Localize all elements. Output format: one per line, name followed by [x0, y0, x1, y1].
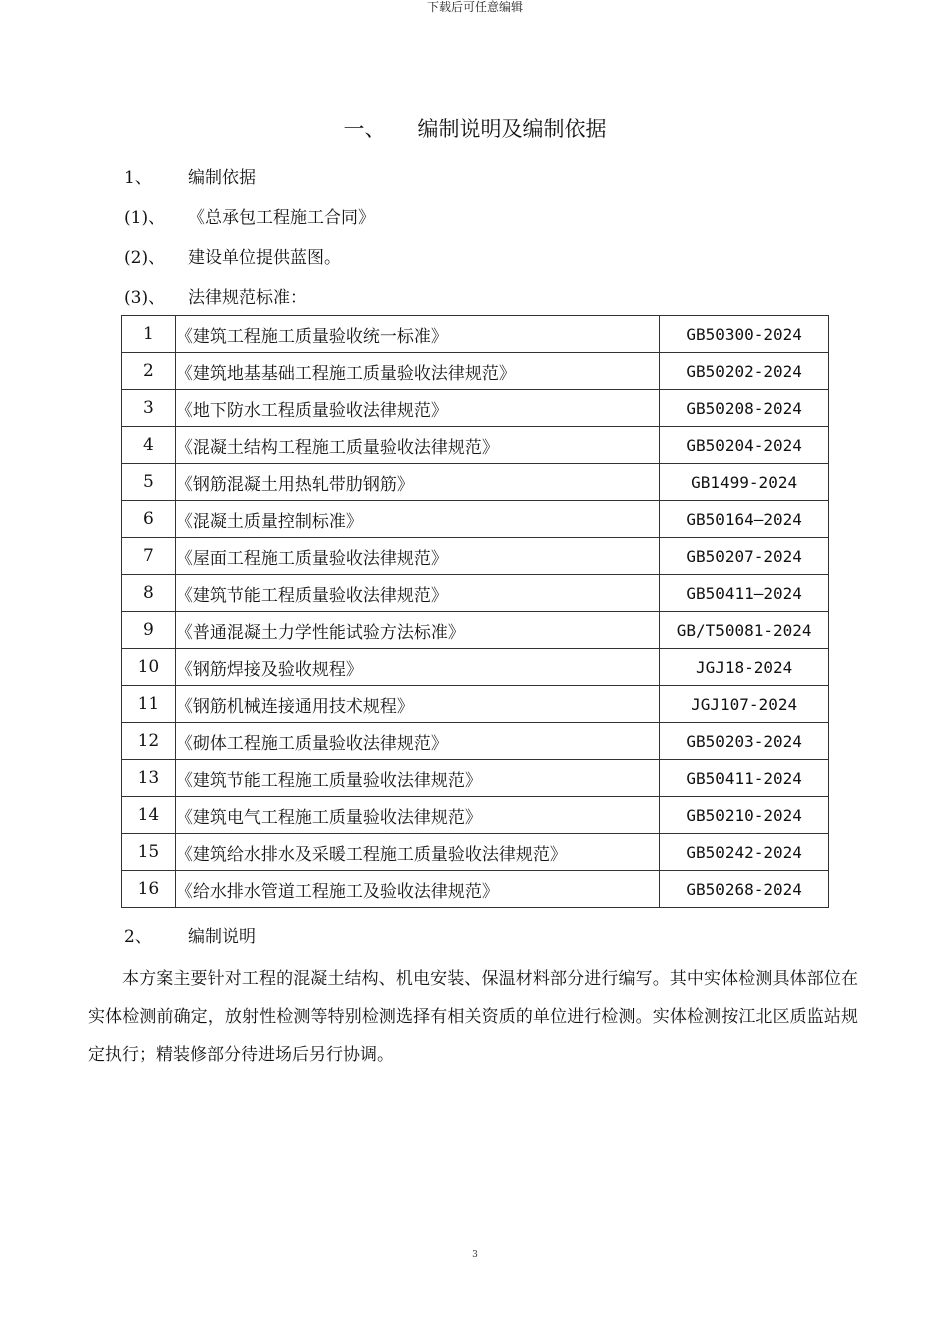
standard-code: GB50411-2024 [660, 760, 829, 797]
table-row [122, 686, 829, 723]
section-label: 编制说明 [188, 927, 256, 947]
standard-name: 《钢筋焊接及验收规程》 [175, 649, 659, 686]
item-text: 《总承包工程施工合同》 [188, 208, 375, 228]
table-row [122, 390, 829, 427]
standard-code: GB50268-2024 [660, 871, 829, 908]
page-title [0, 114, 950, 144]
table-row [122, 871, 829, 908]
table-row [122, 575, 829, 612]
standard-code: GB50300-2024 [660, 316, 829, 353]
row-number: 8 [122, 575, 176, 612]
basis-item [124, 246, 341, 270]
row-number: 3 [122, 390, 176, 427]
standard-name: 《混凝土质量控制标准》 [175, 501, 659, 538]
standard-code: GB/T50081-2024 [660, 612, 829, 649]
item-number: (3)、 [124, 288, 166, 308]
row-number: 10 [122, 649, 176, 686]
basis-item [124, 286, 307, 310]
standard-name: 《地下防水工程质量验收法律规范》 [175, 390, 659, 427]
standard-name: 《钢筋混凝土用热轧带肋钢筋》 [175, 464, 659, 501]
description-paragraph: 本方案主要针对工程的混凝土结构、机电安装、保温材料部分进行编写。其中实体检测具体部位在实体检测前确定，放射性检测等特别检测选择有相关资质的单位进行检测。实体检测按江北区质监站规定执行；精装修部分待进场后另行协调。 [88, 969, 858, 1065]
standard-code: GB50203-2024 [660, 723, 829, 760]
standard-name: 《屋面工程施工质量验收法律规范》 [175, 538, 659, 575]
table-row [122, 427, 829, 464]
standard-name: 《给水排水管道工程施工及验收法律规范》 [175, 871, 659, 908]
table-row [122, 538, 829, 575]
standard-code: JGJ18-2024 [660, 649, 829, 686]
row-number: 16 [122, 871, 176, 908]
standard-name: 《建筑电气工程施工质量验收法律规范》 [175, 797, 659, 834]
standard-code: GB50208-2024 [660, 390, 829, 427]
row-number: 11 [122, 686, 176, 723]
row-number: 9 [122, 612, 176, 649]
table-row [122, 501, 829, 538]
section-number: 1、 [124, 168, 152, 188]
standard-code: GB50164—2024 [660, 501, 829, 538]
standard-name: 《建筑节能工程施工质量验收法律规范》 [175, 760, 659, 797]
row-number: 15 [122, 834, 176, 871]
standard-name: 《混凝土结构工程施工质量验收法律规范》 [175, 427, 659, 464]
row-number: 14 [122, 797, 176, 834]
row-number: 12 [122, 723, 176, 760]
item-text: 法律规范标准： [188, 288, 307, 308]
title-number: 一、 [343, 117, 386, 141]
title-text: 编制说明及编制依据 [417, 117, 607, 141]
table-row [122, 649, 829, 686]
row-number: 7 [122, 538, 176, 575]
item-number: (2)、 [124, 248, 166, 268]
header-note: 下载后可任意编辑 [426, 0, 523, 14]
standard-code: GB1499-2024 [660, 464, 829, 501]
basis-item [124, 206, 375, 230]
table-row [122, 834, 829, 871]
row-number: 5 [122, 464, 176, 501]
standard-code: GB50204-2024 [660, 427, 829, 464]
standard-code: GB50411—2024 [660, 575, 829, 612]
table-row [122, 797, 829, 834]
standard-name: 《普通混凝土力学性能试验方法标准》 [175, 612, 659, 649]
standard-name: 《砌体工程施工质量验收法律规范》 [175, 723, 659, 760]
table-row [122, 464, 829, 501]
standard-name: 《建筑节能工程质量验收法律规范》 [175, 575, 659, 612]
standard-name: 《建筑地基基础工程施工质量验收法律规范》 [175, 353, 659, 390]
standard-code: GB50202-2024 [660, 353, 829, 390]
standard-code: JGJ107-2024 [660, 686, 829, 723]
standard-name: 《建筑给水排水及采暖工程施工质量验收法律规范》 [175, 834, 659, 871]
page-number: 3 [472, 1250, 478, 1260]
table-row [122, 723, 829, 760]
section-heading-basis [124, 166, 256, 190]
standard-code: GB50242-2024 [660, 834, 829, 871]
row-number: 4 [122, 427, 176, 464]
row-number: 6 [122, 501, 176, 538]
section-number: 2、 [124, 927, 152, 947]
standard-name: 《钢筋机械连接通用技术规程》 [175, 686, 659, 723]
row-number: 2 [122, 353, 176, 390]
item-text: 建设单位提供蓝图。 [188, 248, 341, 268]
table-row [122, 353, 829, 390]
standards-table [121, 315, 829, 908]
standard-code: GB50210-2024 [660, 797, 829, 834]
row-number: 13 [122, 760, 176, 797]
standard-code: GB50207-2024 [660, 538, 829, 575]
table-row [122, 316, 829, 353]
item-number: (1)、 [124, 208, 166, 228]
section-label: 编制依据 [188, 168, 256, 188]
row-number: 1 [122, 316, 176, 353]
table-row [122, 612, 829, 649]
table-row [122, 760, 829, 797]
standard-name: 《建筑工程施工质量验收统一标准》 [175, 316, 659, 353]
section-heading-description [124, 925, 256, 949]
